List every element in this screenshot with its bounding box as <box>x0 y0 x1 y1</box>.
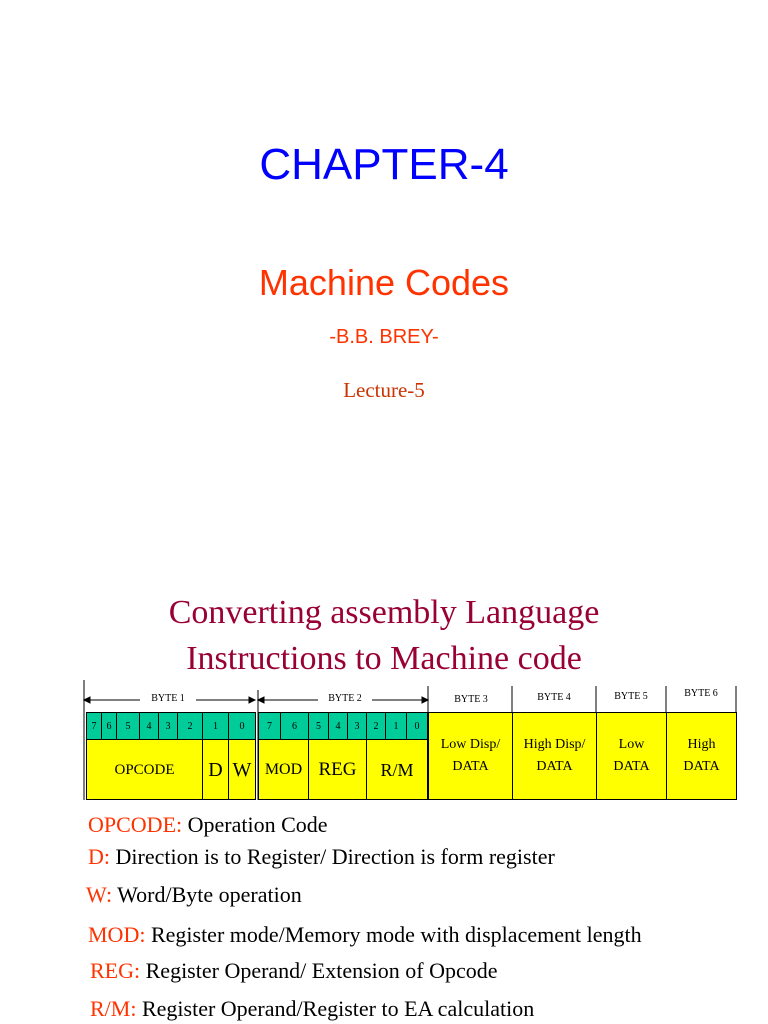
rm-field: R/M <box>366 739 428 800</box>
byte-5-line-1: Low <box>618 737 645 752</box>
definition-text: Register Operand/Register to EA calculation <box>136 996 535 1021</box>
byte-2-bit: 3 <box>347 712 367 740</box>
byte-2-bit: 6 <box>280 712 309 740</box>
byte-2-bit: 7 <box>258 712 281 740</box>
byte-3-line-2: DATA <box>452 759 489 774</box>
w-field: W <box>228 739 256 800</box>
byte-6-line-1: High <box>687 737 716 752</box>
definition-text: Register Operand/ Extension of Opcode <box>140 958 498 983</box>
slide-subtitle: Machine Codes <box>258 262 510 303</box>
definition-w <box>86 882 302 908</box>
byte-5-line-2: DATA <box>613 759 650 774</box>
d-field: D <box>202 739 229 800</box>
section-title-line-1: Converting assembly Language <box>168 594 600 631</box>
byte-4-field <box>512 712 597 800</box>
byte-5-field <box>596 712 667 800</box>
byte-3-field <box>428 712 513 800</box>
definition-text: Direction is to Register/ Direction is form register <box>110 844 555 869</box>
byte-2-bit: 5 <box>308 712 329 740</box>
byte-1-bit: 4 <box>139 712 159 740</box>
opcode-field: OPCODE <box>86 739 203 800</box>
byte-3-line-1: Low Disp/ <box>440 737 501 752</box>
definition-text: Operation Code <box>182 812 328 837</box>
byte-3-label: BYTE 3 <box>454 694 488 705</box>
byte-6-field <box>666 712 737 800</box>
byte-2-bit: 2 <box>366 712 386 740</box>
byte-4-line-1: High Disp/ <box>523 737 586 752</box>
byte-2-label: BYTE 2 <box>328 693 362 704</box>
definition-term: R/M: <box>90 996 137 1021</box>
section-title-line-2: Instructions to Machine code <box>186 640 582 677</box>
definition-term: OPCODE: <box>88 812 183 837</box>
byte-1-bit: 5 <box>116 712 140 740</box>
reg-field: REG <box>308 739 367 800</box>
definition-reg <box>90 958 498 984</box>
byte-1-bit: 3 <box>158 712 178 740</box>
byte-6-label: BYTE 6 <box>684 688 718 699</box>
definition-term: MOD: <box>88 922 146 947</box>
mod-field: MOD <box>258 739 309 800</box>
byte-2-bit: 0 <box>406 712 428 740</box>
definition-term: REG: <box>90 958 141 983</box>
definition-d <box>88 844 555 870</box>
byte-2-bit: 4 <box>328 712 348 740</box>
byte-5-label: BYTE 5 <box>614 691 648 702</box>
byte-1-bit: 1 <box>202 712 229 740</box>
byte-4-label: BYTE 4 <box>537 692 571 703</box>
definition-rm <box>90 996 534 1022</box>
author-label: -B.B. BREY- <box>329 326 439 348</box>
byte-1-bit: 0 <box>228 712 256 740</box>
section-title <box>0 590 768 682</box>
definition-mod <box>88 922 642 948</box>
definition-opcode <box>88 812 328 838</box>
byte-6-line-2: DATA <box>683 759 720 774</box>
definition-text: Word/Byte operation <box>112 882 302 907</box>
byte-2-bit: 1 <box>385 712 407 740</box>
byte-1-label: BYTE 1 <box>151 693 185 704</box>
definition-term: W: <box>86 882 113 907</box>
byte-4-line-2: DATA <box>536 759 573 774</box>
byte-1-bit: 2 <box>177 712 203 740</box>
byte-1-bit: 6 <box>101 712 117 740</box>
definition-term: D: <box>88 844 110 869</box>
lecture-label: Lecture-5 <box>343 378 425 402</box>
byte-1-bit: 7 <box>86 712 102 740</box>
definition-text: Register mode/Memory mode with displacement length <box>145 922 642 947</box>
chapter-title: CHAPTER-4 <box>259 140 509 189</box>
